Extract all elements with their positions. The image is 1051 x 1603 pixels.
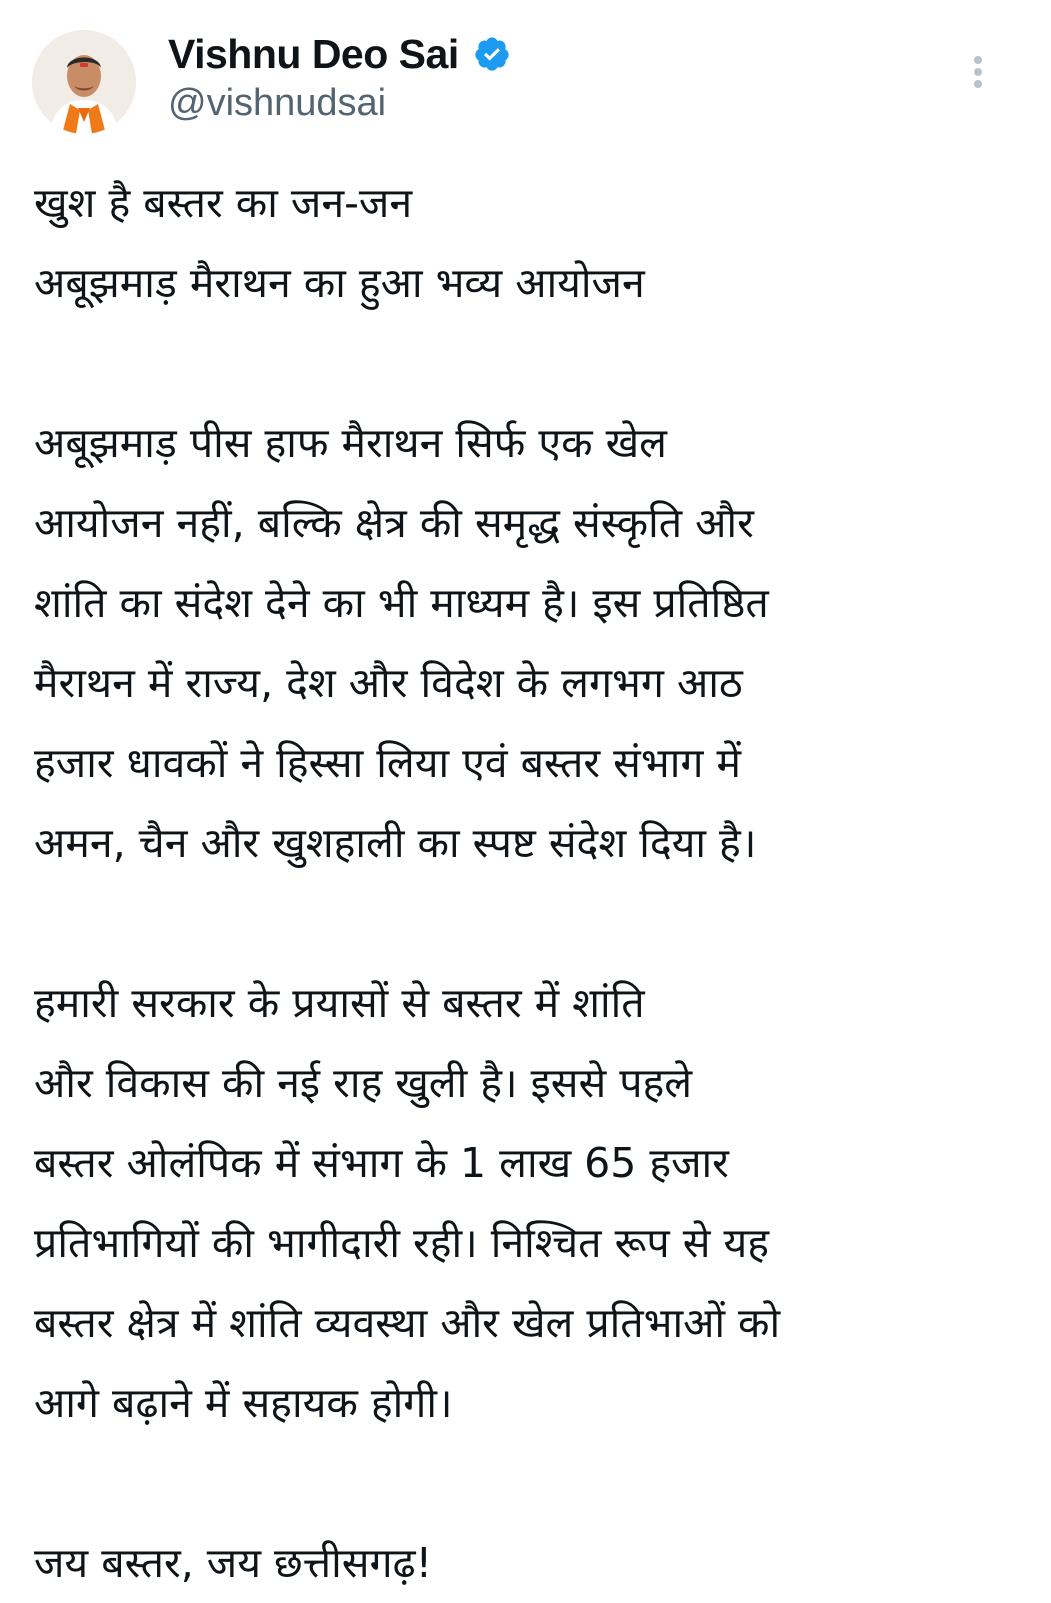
more-dot <box>974 80 982 88</box>
tweet-line: खुश है बस्तर का जन-जन <box>34 179 413 227</box>
tweet-line: हजार धावकों ने हिस्सा लिया एवं बस्तर संभाग में <box>34 739 741 787</box>
paragraph-gap <box>34 1443 1024 1523</box>
tweet-line: आगे बढ़ाने में सहायक होगी। <box>34 1379 453 1427</box>
display-name[interactable]: Vishnu Deo Sai <box>168 30 459 77</box>
tweet-line: बस्तर ओलंपिक में संभाग के 1 लाख 65 हजार <box>34 1139 729 1187</box>
tweet-header <box>0 0 1051 150</box>
paragraph-gap <box>34 883 1024 963</box>
paragraph-gap <box>34 323 1024 403</box>
more-options-button[interactable] <box>958 50 998 94</box>
name-row <box>168 30 511 78</box>
tweet-line: बस्तर क्षेत्र में शांति व्यवस्था और खेल प्रतिभाओं को <box>34 1299 781 1347</box>
tweet-line: प्रतिभागियों की भागीदारी रही। निश्चित रूप से यह <box>34 1219 770 1267</box>
verified-badge-icon <box>473 35 511 73</box>
tweet-paragraph <box>34 963 1024 1443</box>
tweet-line: अबूझमाड़ पीस हाफ मैराथन सिर्फ एक खेल <box>34 419 667 467</box>
tweet-line: अबूझमाड़ मैराथन का हुआ भव्य आयोजन <box>34 259 645 307</box>
more-dot <box>974 68 982 76</box>
user-handle[interactable]: @vishnudsai <box>168 82 387 124</box>
tweet-paragraph <box>34 163 1024 323</box>
tweet-line: शांति का संदेश देने का भी माध्यम है। इस प्रतिष्ठित <box>34 579 769 627</box>
tweet-line: और विकास की नई राह खुली है। इससे पहले <box>34 1059 693 1107</box>
tweet-paragraph <box>34 403 1024 883</box>
tweet-line: मैराथन में राज्य, देश और विदेश के लगभग आठ <box>34 659 743 707</box>
tweet-line: अमन, चैन और खुशहाली का स्पष्ट संदेश दिया है। <box>34 819 757 867</box>
tweet-line: हमारी सरकार के प्रयासों से बस्तर में शांति <box>34 979 645 1027</box>
tweet-paragraph <box>34 1523 1024 1603</box>
tweet-line: जय बस्तर, जय छत्तीसगढ़! <box>34 1539 433 1587</box>
tweet-text <box>34 163 1024 1603</box>
avatar[interactable] <box>32 30 136 134</box>
avatar-portrait-icon <box>32 30 136 134</box>
tweet-line: आयोजन नहीं, बल्कि क्षेत्र की समृद्ध संस्कृति और <box>34 499 754 547</box>
more-vertical-icon <box>974 56 982 64</box>
